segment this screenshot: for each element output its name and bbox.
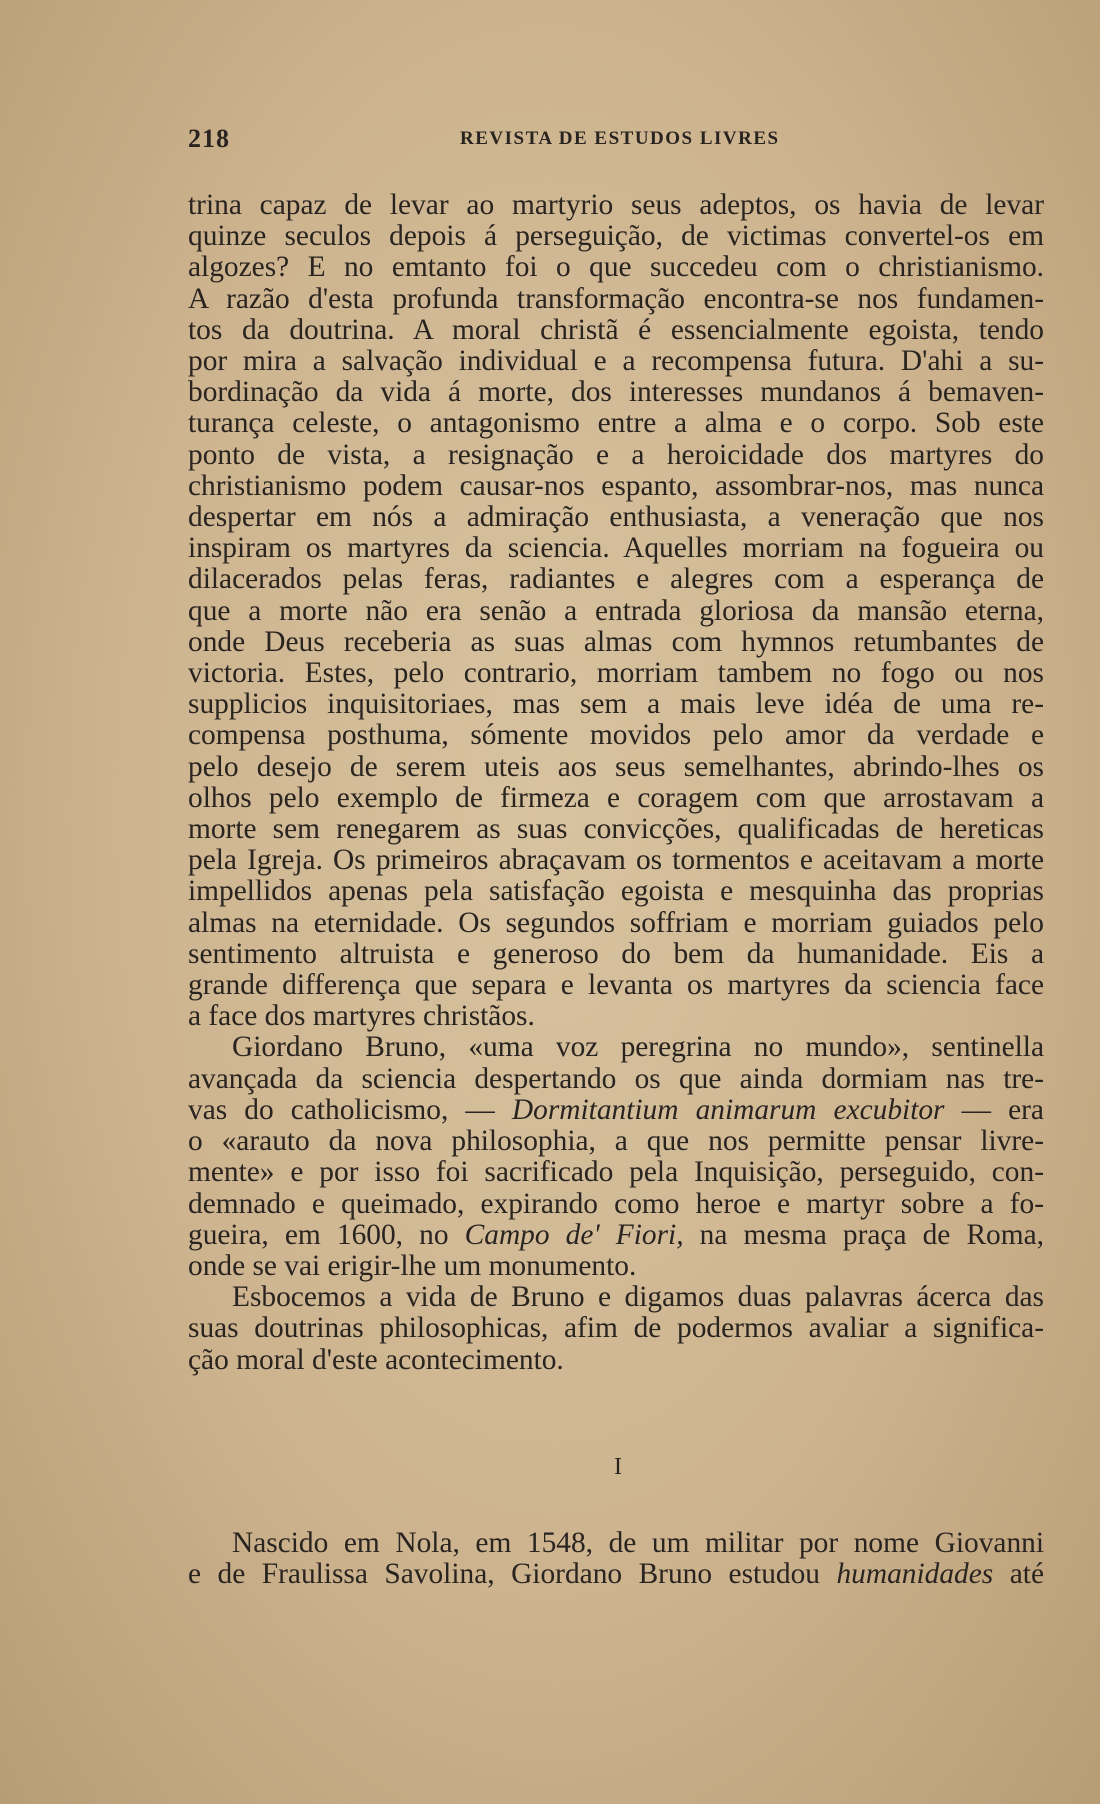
text-line: algozes? E no emtanto foi o que succedeu com o christianismo. [188,251,1044,284]
text-line: A razão d'esta profunda transformação encontra-se nos fundamen- [188,282,1044,315]
text-segment: e de Fraulissa Savolina, Giordano Bruno estudou [188,1558,820,1591]
page-header [188,124,1020,158]
text-line: ponto de vista, a resignação e a heroicidade dos martyres do [188,438,1044,471]
running-title: REVISTA DE ESTUDOS LIVRES [460,128,780,149]
text-line [188,1095,1044,1126]
italic-phrase: humanidades [836,1558,994,1591]
text-line: a face dos martyres christãos. [188,1000,535,1033]
text-segment: vas do catholicismo, — [188,1093,495,1126]
page-number: 218 [188,124,230,153]
italic-phrase: Dormitantium animarum excubitor [511,1093,945,1126]
main-text [188,190,1044,1376]
text-line: avançada da sciencia despertando os que ainda dormiam nas tre- [188,1062,1044,1095]
text-segment: na mesma praça de Roma, [699,1218,1044,1251]
text-line [188,1559,1044,1590]
text-line: por mira a salvação individual e a recompensa futura. D'ahi a su- [188,345,1044,378]
text-segment: gueira, em 1600, no [188,1218,449,1251]
text-line: inspiram os martyres da sciencia. Aquelles morriam na fogueira ou [188,532,1044,565]
text-line: Nascido em Nola, em 1548, de um militar por nome Giovanni [232,1527,1044,1559]
text-line: despertar em nós a admiração enthusiasta, a veneração que nos [188,501,1044,534]
text-line: compensa posthuma, sómente movidos pelo amor da verdade e [188,719,1044,752]
text-line: victoria. Estes, pelo contrario, morriam tambem no fogo ou nos [188,657,1044,690]
text-line: onde se vai erigir-lhe um monumento. [188,1249,637,1282]
text-segment: — era [961,1093,1044,1126]
text-line: Esbocemos a vida de Bruno e digamos duas palavras ácerca das [232,1281,1044,1314]
section-numeral: I [614,1454,622,1480]
text-line: trina capaz de levar ao martyrio seus adeptos, os havia de levar [188,189,1044,221]
text-line: quinze seculos depois á perseguição, de victimas convertel-os em [188,220,1044,253]
text-line: bordinação da vida á morte, dos interesses mundanos á bemaven- [188,376,1044,409]
text-line: turança celeste, o antagonismo entre a alma e o corpo. Sob este [188,407,1044,440]
text-line: ção moral d'este acontecimento. [188,1343,564,1376]
text-line: dilacerados pelas feras, radiantes e alegres com a esperança de [188,563,1044,596]
text-line: demnado e queimado, expirando como heroe e martyr sobre a fo- [188,1187,1044,1220]
text-line: pela Igreja. Os primeiros abraçavam os tormentos e aceitavam a morte [188,844,1044,877]
text-line: o «arauto da nova philosophia, a que nos permitte pensar livre- [188,1125,1044,1158]
text-line: christianismo podem causar-nos espanto, assombrar-nos, mas nunca [188,469,1044,502]
text-line: onde Deus receberia as suas almas com hymnos retumbantes de [188,625,1044,658]
text-line: Giordano Bruno, «uma voz peregrina no mundo», sentinella [232,1031,1044,1064]
text-line: grande differença que separa e levanta os martyres da sciencia face [188,969,1044,1002]
italic-phrase: Campo de' Fiori, [464,1218,684,1251]
text-line: mente» e por isso foi sacrificado pela Inquisição, perseguido, con- [188,1156,1044,1189]
text-line: suas doutrinas philosophicas, afim de podermos avaliar a significa- [188,1312,1044,1345]
text-line: que a morte não era senão a entrada gloriosa da mansão eterna, [188,594,1044,627]
text-line: impellidos apenas pela satisfação egoista e mesquinha das proprias [188,875,1044,908]
section-text [188,1528,1044,1590]
text-line: sentimento altruista e generoso do bem da humanidade. Eis a [188,937,1044,970]
text-line: tos da doutrina. A moral christã é essencialmente egoista, tendo [188,313,1044,346]
text-line: morte sem renegarem as suas convicções, qualificadas de hereticas [188,813,1044,846]
text-line: pelo desejo de serem uteis aos seus semelhantes, abrindo-lhes os [188,750,1044,783]
text-segment: até [1009,1558,1044,1591]
text-line: almas na eternidade. Os segundos soffriam e morriam guiados pelo [188,906,1044,939]
text-line: supplicios inquisitoriaes, mas sem a mais leve idéa de uma re- [188,688,1044,721]
text-line: olhos pelo exemplo de firmeza e coragem com que arrostavam a [188,781,1044,814]
text-line [188,1220,1044,1251]
